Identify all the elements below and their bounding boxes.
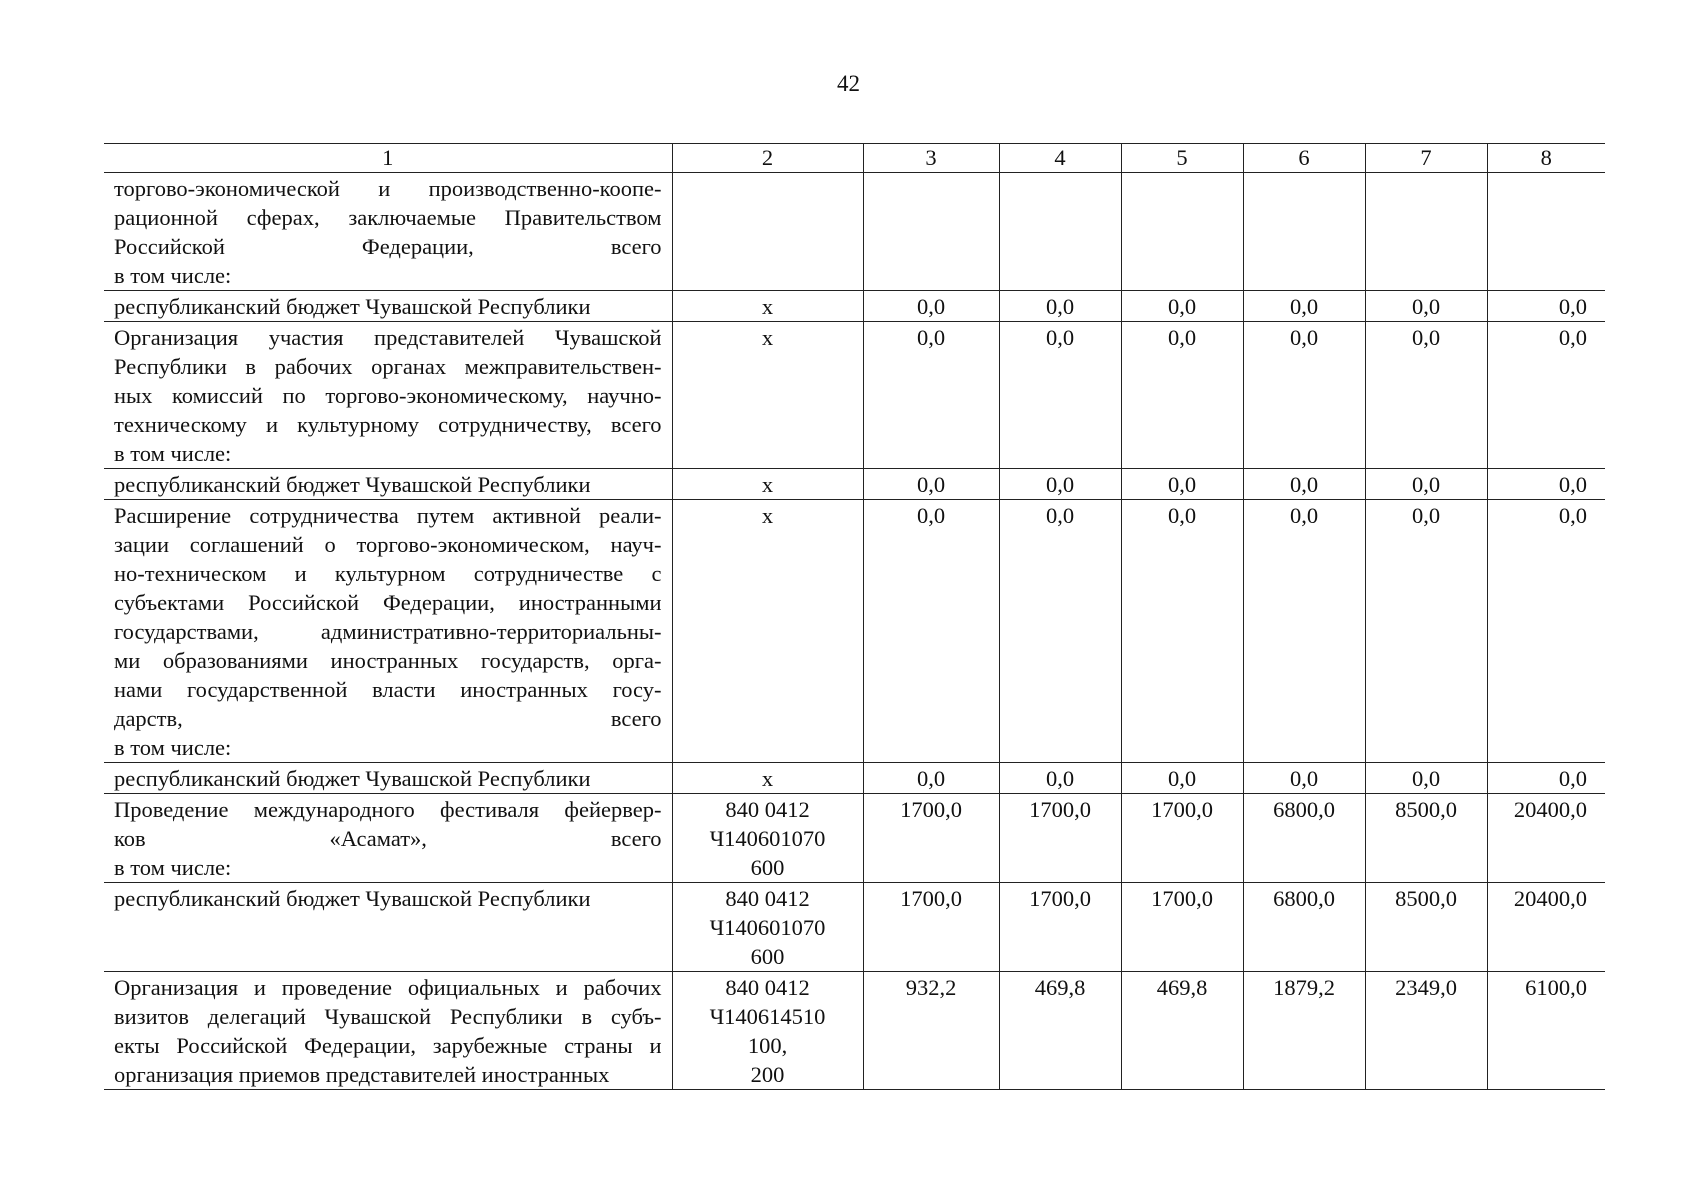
funding-value: 0,0 <box>863 469 999 500</box>
funding-value: 0,0 <box>1243 469 1365 500</box>
funding-value: 6100,0 <box>1487 972 1605 1090</box>
description-line: ных комиссий по торгово-экономическому, научно- <box>114 383 662 408</box>
funding-value: 1700,0 <box>863 794 999 883</box>
funding-value: 0,0 <box>1243 500 1365 763</box>
funding-value <box>1243 173 1365 291</box>
funding-value: 20400,0 <box>1487 794 1605 883</box>
row-description <box>104 883 672 972</box>
description-line: дарств, всего <box>114 706 662 731</box>
funding-value: 0,0 <box>1121 500 1243 763</box>
page-number: 42 <box>837 71 860 96</box>
funding-value: 0,0 <box>1487 500 1605 763</box>
row-description <box>104 972 672 1090</box>
funding-value <box>863 173 999 291</box>
code-line: х <box>761 766 774 791</box>
table-row <box>104 469 1605 500</box>
funding-value <box>1121 173 1243 291</box>
description-line: торгово-экономической и производственно-коопе- <box>114 176 662 201</box>
funding-value: 0,0 <box>1487 322 1605 469</box>
description-line: ми образованиями иностранных государств, орга- <box>114 648 662 673</box>
description-line: ков «Асамат», всего <box>114 826 662 851</box>
funding-value: 0,0 <box>1365 291 1487 322</box>
budget-table <box>104 143 1605 1090</box>
funding-value: 0,0 <box>1487 291 1605 322</box>
budget-classification-code <box>672 763 863 794</box>
budget-classification-code <box>672 883 863 972</box>
funding-value: 469,8 <box>1121 972 1243 1090</box>
budget-classification-code <box>672 322 863 469</box>
description-line: екты Российской Федерации, зарубежные страны и <box>114 1033 662 1058</box>
row-description <box>104 500 672 763</box>
description-line: Организация участия представителей Чувашской <box>114 325 662 350</box>
column-number-header: 5 <box>1121 144 1243 173</box>
description-line: республиканский бюджет Чувашской Республики <box>114 886 591 911</box>
funding-value: 0,0 <box>999 322 1121 469</box>
table-row <box>104 500 1605 763</box>
funding-value: 20400,0 <box>1487 883 1605 972</box>
budget-classification-code <box>672 500 863 763</box>
budget-classification-code <box>672 469 863 500</box>
funding-value <box>1365 173 1487 291</box>
description-line: организация приемов представителей иностранных <box>114 1062 610 1087</box>
budget-classification-code <box>672 794 863 883</box>
row-description <box>104 794 672 883</box>
table-row <box>104 763 1605 794</box>
description-line: нами государственной власти иностранных госу- <box>114 677 662 702</box>
row-description <box>104 173 672 291</box>
code-line: х <box>761 503 774 528</box>
description-line: рационной сферах, заключаемые Правительством <box>114 205 662 230</box>
funding-value: 0,0 <box>1365 763 1487 794</box>
code-line: х <box>761 325 774 350</box>
funding-value: 0,0 <box>1243 763 1365 794</box>
description-line: в том числе: <box>114 263 232 288</box>
column-number-header: 4 <box>999 144 1121 173</box>
description-line: в том числе: <box>114 855 232 880</box>
table-row <box>104 322 1605 469</box>
budget-classification-code <box>672 291 863 322</box>
funding-value: 1700,0 <box>999 794 1121 883</box>
funding-value: 0,0 <box>999 500 1121 763</box>
code-line: 200 <box>750 1062 785 1087</box>
funding-value: 0,0 <box>863 500 999 763</box>
funding-value: 0,0 <box>1365 500 1487 763</box>
budget-classification-code <box>672 173 863 291</box>
funding-value: 0,0 <box>999 469 1121 500</box>
funding-value: 8500,0 <box>1365 883 1487 972</box>
row-description <box>104 322 672 469</box>
funding-value: 0,0 <box>1121 469 1243 500</box>
code-line: х <box>761 294 774 319</box>
funding-value: 1700,0 <box>999 883 1121 972</box>
column-number-header: 7 <box>1365 144 1487 173</box>
funding-value: 0,0 <box>1121 763 1243 794</box>
description-line: республиканский бюджет Чувашской Республики <box>114 472 591 497</box>
description-line: зации соглашений о торгово-экономическом, науч- <box>114 532 662 557</box>
description-line: Расширение сотрудничества путем активной реали- <box>114 503 662 528</box>
description-line: но-техническом и культурном сотрудничестве с <box>114 561 662 586</box>
row-description <box>104 763 672 794</box>
description-line: техническому и культурному сотрудничеству, всего <box>114 412 662 437</box>
funding-value: 0,0 <box>1243 291 1365 322</box>
code-line: 600 <box>750 944 785 969</box>
funding-value: 0,0 <box>1121 291 1243 322</box>
funding-value: 0,0 <box>1487 469 1605 500</box>
row-description <box>104 469 672 500</box>
funding-value <box>999 173 1121 291</box>
code-line: Ч140601070 <box>709 826 826 851</box>
column-number-header: 2 <box>672 144 863 173</box>
funding-value: 0,0 <box>1121 322 1243 469</box>
funding-value: 0,0 <box>863 763 999 794</box>
description-line: государствами, административно-территориальны- <box>114 619 662 644</box>
funding-value: 1700,0 <box>1121 883 1243 972</box>
column-number-header: 3 <box>863 144 999 173</box>
column-number-header: 6 <box>1243 144 1365 173</box>
column-number-header: 8 <box>1487 144 1605 173</box>
table-row <box>104 291 1605 322</box>
description-line: Российской Федерации, всего <box>114 234 662 259</box>
code-line: 840 0412 <box>725 797 810 822</box>
funding-value: 6800,0 <box>1243 794 1365 883</box>
table-row <box>104 794 1605 883</box>
funding-value: 0,0 <box>1243 322 1365 469</box>
description-line: республиканский бюджет Чувашской Республики <box>114 294 591 319</box>
funding-value: 6800,0 <box>1243 883 1365 972</box>
description-line: в том числе: <box>114 441 232 466</box>
code-line: 600 <box>750 855 785 880</box>
funding-value: 0,0 <box>1487 763 1605 794</box>
description-line: субъектами Российской Федерации, иностранными <box>114 590 662 615</box>
description-line: Республики в рабочих органах межправительствен- <box>114 354 662 379</box>
funding-value: 1700,0 <box>863 883 999 972</box>
funding-value: 2349,0 <box>1365 972 1487 1090</box>
description-line: Организация и проведение официальных и рабочих <box>114 975 662 1000</box>
description-line: в том числе: <box>114 735 232 760</box>
funding-value <box>1487 173 1605 291</box>
funding-value: 1879,2 <box>1243 972 1365 1090</box>
funding-value: 0,0 <box>1365 469 1487 500</box>
row-description <box>104 291 672 322</box>
funding-value: 0,0 <box>863 322 999 469</box>
budget-classification-code <box>672 972 863 1090</box>
funding-value: 8500,0 <box>1365 794 1487 883</box>
table-row <box>104 972 1605 1090</box>
description-line: республиканский бюджет Чувашской Республики <box>114 766 591 791</box>
funding-value: 932,2 <box>863 972 999 1090</box>
funding-value: 1700,0 <box>1121 794 1243 883</box>
funding-value: 0,0 <box>999 291 1121 322</box>
code-line: Ч140601070 <box>709 915 826 940</box>
code-line: 100, <box>747 1033 788 1058</box>
description-line: Проведение международного фестиваля фейервер- <box>114 797 662 822</box>
code-line: 840 0412 <box>725 975 810 1000</box>
funding-value: 0,0 <box>863 291 999 322</box>
table-row <box>104 173 1605 291</box>
header-row <box>104 144 1605 173</box>
table-row <box>104 883 1605 972</box>
funding-value: 0,0 <box>999 763 1121 794</box>
column-number-header: 1 <box>104 144 672 173</box>
funding-value: 0,0 <box>1365 322 1487 469</box>
code-line: х <box>761 472 774 497</box>
funding-value: 469,8 <box>999 972 1121 1090</box>
code-line: Ч140614510 <box>709 1004 826 1029</box>
description-line: визитов делегаций Чувашской Республики в субъ- <box>114 1004 662 1029</box>
code-line: 840 0412 <box>725 886 810 911</box>
